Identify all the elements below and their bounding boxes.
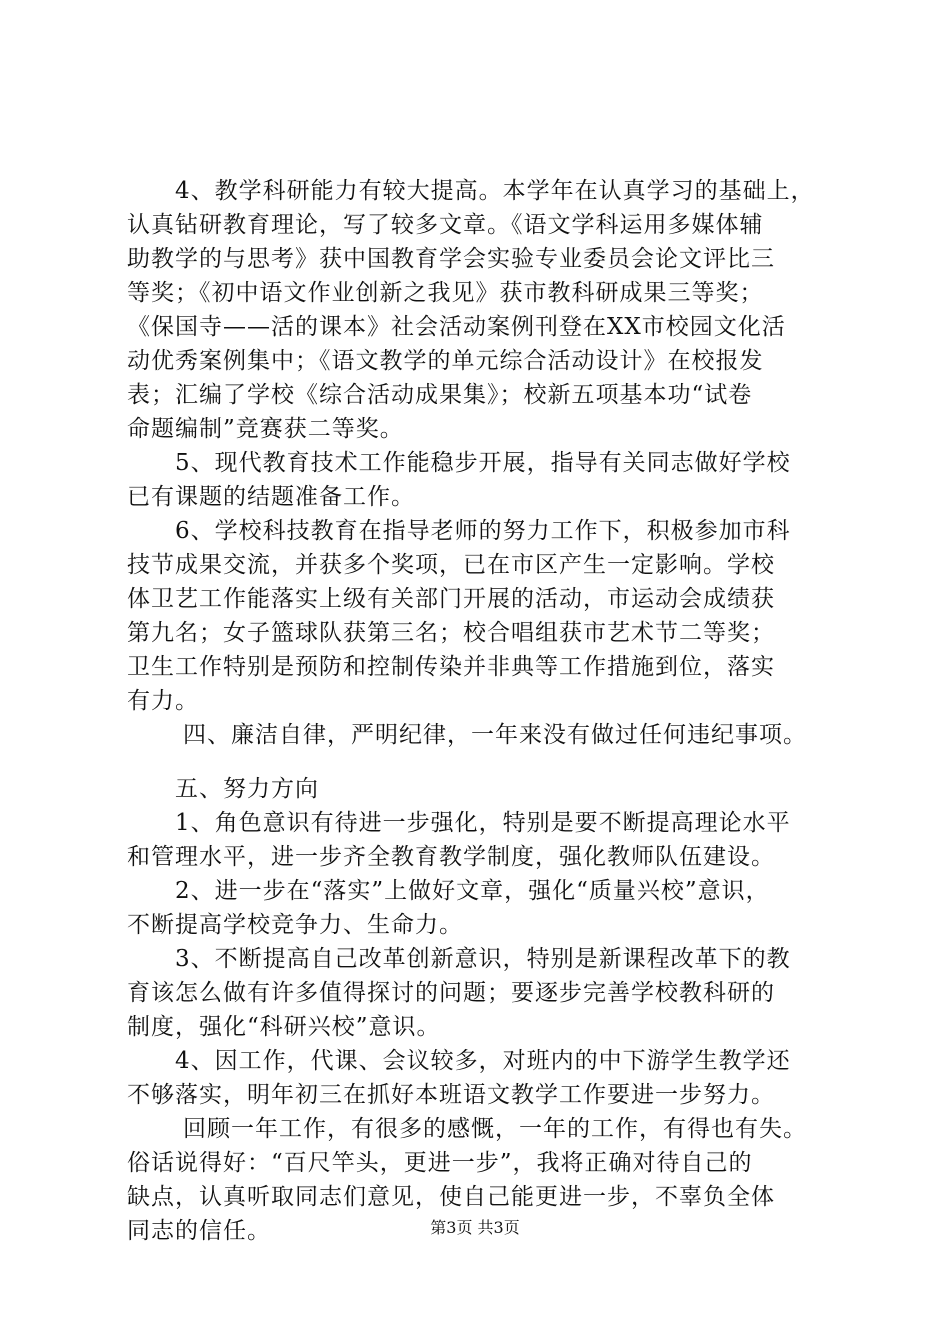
paragraph-line: 缺点，认真听取同志们意见，使自己能更进一步，不辜负全体 [127,1184,775,1210]
paragraph-line: 助教学的与思考》获中国教育学会实验专业委员会论文评比三 [127,246,775,272]
paragraph-line: 3、不断提高自己改革创新意识，特别是新课程改革下的教 [175,946,791,972]
paragraph-line: 制度，强化“科研兴校”意识。 [127,1014,441,1040]
paragraph-line: 动优秀案例集中；《语文教学的单元综合活动设计》在校报发 [127,348,764,374]
paragraph-line: 命题编制”竞赛获二等奖。 [127,416,404,442]
paragraph-line: 表；汇编了学校《综合活动成果集》；校新五项基本功“试卷 [127,382,753,408]
paragraph-line: 不够落实，明年初三在抓好本班语文教学工作要进一步努力。 [127,1082,775,1108]
paragraph-line: 体卫艺工作能落实上级有关部门开展的活动，市运动会成绩获 [127,586,775,612]
paragraph-line: 有力。 [127,688,199,714]
section-heading: 四、廉洁自律，严明纪律，一年来没有做过任何违纪事项。 [183,722,807,748]
paragraph-line: 1、角色意识有待进一步强化，特别是要不断提高理论水平 [175,810,791,836]
paragraph-line: 回顾一年工作，有很多的感慨，一年的工作，有得也有失。 [183,1116,807,1142]
paragraph-line: 不断提高学校竞争力、生命力。 [127,912,463,938]
paragraph-line: 6、学校科技教育在指导老师的努力工作下，积极参加市科 [175,518,791,544]
paragraph-line: 俗话说得好：“百尺竿头，更进一步”，我将正确对待自己的 [127,1150,753,1176]
paragraph-line: 技节成果交流，并获多个奖项，已在市区产生一定影响。学校 [127,552,775,578]
paragraph-line: 《保国寺——活的课本》社会活动案例刊登在XX市校园文化活 [127,314,786,340]
paragraph-line: 等奖；《初中语文作业创新之我见》获市教科研成果三等奖； [127,280,764,306]
paragraph-line: 4、因工作，代课、会议较多，对班内的中下游学生教学还 [175,1048,791,1074]
paragraph-line: 已有课题的结题准备工作。 [127,484,415,510]
paragraph-line: 同志的信任。 [127,1218,271,1244]
paragraph-line: 和管理水平，进一步齐全教育教学制度，强化教师队伍建设。 [127,844,775,870]
paragraph-line: 第九名；女子篮球队获第三名；校合唱组获市艺术节二等奖； [127,620,775,646]
paragraph-line: 5、现代教育技术工作能稳步开展，指导有关同志做好学校 [175,450,791,476]
document-body [127,174,827,1248]
paragraph-line: 2、进一步在“落实”上做好文章，强化“质量兴校”意识， [175,878,770,904]
page-number-footer: 第3页 共3页 [430,1218,520,1237]
paragraph-line: 卫生工作特别是预防和控制传染并非典等工作措施到位，落实 [127,654,775,680]
paragraph-line: 认真钻研教育理论，写了较多文章。《语文学科运用多媒体辅 [127,212,764,238]
paragraph-line: 育该怎么做有许多值得探讨的问题；要逐步完善学校教科研的 [127,980,775,1006]
section-heading: 五、努力方向 [175,776,319,802]
paragraph-line: 4、教学科研能力有较大提高。本学年在认真学习的基础上， [175,178,815,204]
